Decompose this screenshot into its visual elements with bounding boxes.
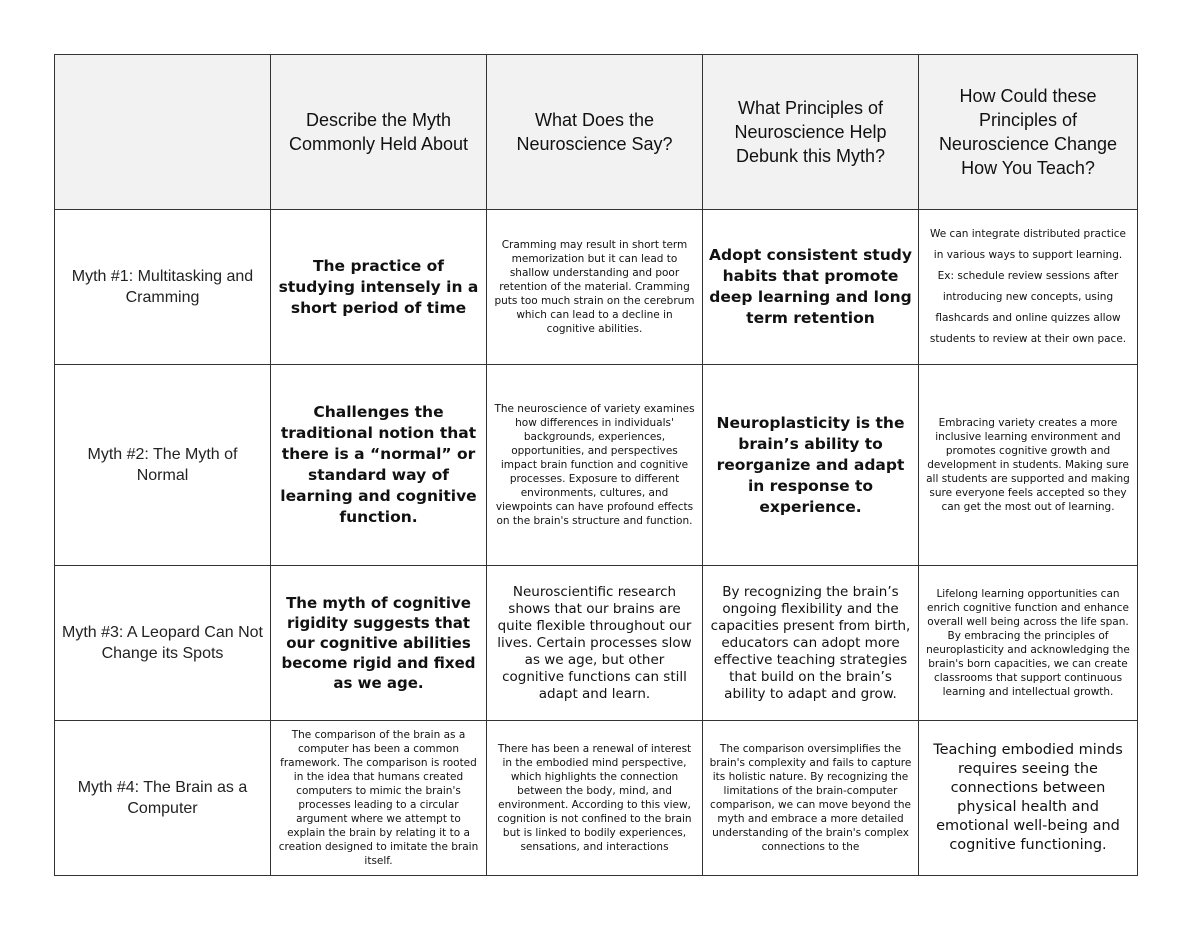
table-row [55, 721, 1138, 876]
debunk-principles: The comparison oversimplifies the brain's complexity and fails to capture its holistic nature. By recognizing the limitations of the brain-computer comparison, we can move beyond the myth and embrace a more detailed understanding of the brain's complex connections to the [703, 721, 919, 876]
header-neuroscience: What Does the Neuroscience Say? [487, 55, 703, 210]
header-blank [55, 55, 271, 210]
table-row [55, 365, 1138, 566]
teaching-change: Teaching embodied minds requires seeing the connections between physical health and emotional well-being and cognitive functioning. [919, 721, 1138, 876]
myth-description: The comparison of the brain as a computer has been a common framework. The comparison is rooted in the idea that humans created computers to mimic the brain's processes leading to a circular argument where we attempt to explain the brain by relating it to a creation designed to imitate the brain itself. [271, 721, 487, 876]
myth-label: Myth #3: A Leopard Can Not Change its Spots [55, 566, 271, 721]
teaching-change: Embracing variety creates a more inclusive learning environment and promotes cognitive growth and development in students. Making sure all students are supported and making sure everyone feels accepted so they can get the most out of learning. [919, 365, 1138, 566]
table-row [55, 566, 1138, 721]
neuroscience-says: There has been a renewal of interest in the embodied mind perspective, which highlights the connection between the body, mind, and environment. According to this view, cognition is not confined to the brain but is linked to bodily experiences, sensations, and interactions [487, 721, 703, 876]
myth-description: The practice of studying intensely in a short period of time [271, 210, 487, 365]
header-principles: What Principles of Neuroscience Help Debunk this Myth? [703, 55, 919, 210]
myth-description: Challenges the traditional notion that there is a “normal” or standard way of learning and cognitive function. [271, 365, 487, 566]
neuroscience-says: Neuroscientific research shows that our brains are quite flexible throughout our lives. Certain processes slow as we age, but other cognitive functions can still adapt and learn. [487, 566, 703, 721]
myth-description: The myth of cognitive rigidity suggests that our cognitive abilities become rigid and fixed as we age. [271, 566, 487, 721]
myth-label: Myth #1: Multitasking and Cramming [55, 210, 271, 365]
myth-label: Myth #4: The Brain as a Computer [55, 721, 271, 876]
header-row [55, 55, 1138, 210]
debunk-principles: Neuroplasticity is the brain’s ability to reorganize and adapt in response to experience. [703, 365, 919, 566]
neuroscience-says: Cramming may result in short term memorization but it can lead to shallow understanding and poor retention of the material. Cramming puts too much strain on the cerebrum which can lead to a decline in cognitive abilities. [487, 210, 703, 365]
neuroscience-says: The neuroscience of variety examines how differences in individuals' backgrounds, experiences, opportunities, and perspectives impact brain function and cognitive processes. Exposure to different environments, cultures, and viewpoints can have profound effects on the brain's structure and function. [487, 365, 703, 566]
header-teach: How Could these Principles of Neuroscience Change How You Teach? [919, 55, 1138, 210]
teaching-change: Lifelong learning opportunities can enrich cognitive function and enhance overall well being across the life span. By embracing the principles of neuroplasticity and acknowledging the brain's born capacities, we can create classrooms that support continuous learning and intellectual growth. [919, 566, 1138, 721]
teaching-change: We can integrate distributed practice in various ways to support learning. Ex: schedule review sessions after introducing new concepts, using flashcards and online quizzes allow students to review at their own pace. [919, 210, 1138, 365]
myth-table [54, 54, 1138, 876]
debunk-principles: By recognizing the brain’s ongoing flexibility and the capacities present from birth, educators can adopt more effective teaching strategies that build on the brain’s ability to adapt and grow. [703, 566, 919, 721]
myth-label: Myth #2: The Myth of Normal [55, 365, 271, 566]
table-row [55, 210, 1138, 365]
debunk-principles: Adopt consistent study habits that promote deep learning and long term retention [703, 210, 919, 365]
header-describe: Describe the Myth Commonly Held About [271, 55, 487, 210]
